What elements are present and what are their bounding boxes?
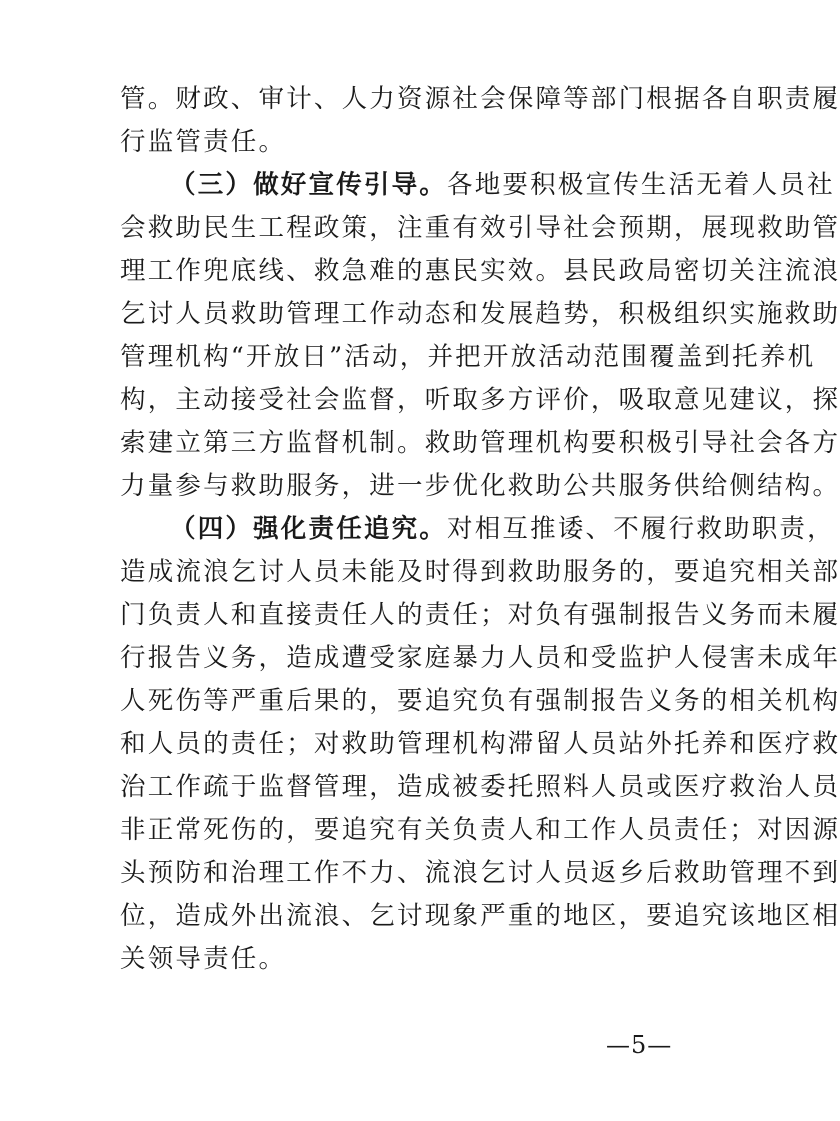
text-line: 行监管责任。: [120, 127, 287, 157]
text-line: 乞讨人员救助管理工作动态和发展趋势，积极组织实施救助: [120, 299, 840, 329]
text-line: 管。财政、审计、人力资源社会保障等部门根据各自职责履: [120, 84, 840, 114]
text-line: 构，主动接受社会监督，听取多方评价，吸取意见建议，探: [120, 385, 840, 415]
text-line: 和人员的责任；对救助管理机构滞留人员站外托养和医疗救: [120, 729, 840, 759]
text-line: 治工作疏于监督管理，造成被委托照料人员或医疗救治人员: [120, 772, 840, 802]
text-line: 非正常死伤的，要追究有关负责人和工作人员责任；对因源: [120, 815, 840, 845]
section-4-text: 对相互推诿、不履行救助职责，: [447, 514, 835, 544]
text-line: 人死伤等严重后果的，要追究负有强制报告义务的相关机构: [120, 686, 840, 716]
text-line: 会救助民生工程政策，注重有效引导社会预期，展现救助管: [120, 213, 840, 243]
text-line: 管理机构“开放日”活动，并把开放活动范围覆盖到托养机: [120, 342, 816, 372]
section-3-heading: （三）做好宣传引导。: [170, 170, 448, 200]
section-3-text: 各地要积极宣传生活无着人员社: [447, 170, 835, 200]
section-4-heading: （四）强化责任追究。: [170, 514, 448, 544]
text-line: 门负责人和直接责任人的责任；对负有强制报告义务而未履: [120, 600, 840, 630]
text-line: 关领导责任。: [120, 944, 287, 974]
section-4-line: [170, 510, 835, 548]
text-line: 索建立第三方监督机制。救助管理机构要积极引导社会各方: [120, 428, 840, 458]
page-number: —5—: [606, 1031, 673, 1059]
text-line: 头预防和治理工作不力、流浪乞讨人员返乡后救助管理不到: [120, 858, 840, 888]
text-line: 位，造成外出流浪、乞讨现象严重的地区，要追究该地区相: [120, 901, 840, 931]
text-line: 理工作兜底线、救急难的惠民实效。县民政局密切关注流浪: [120, 256, 840, 286]
text-line: 行报告义务，造成遭受家庭暴力人员和受监护人侵害未成年: [120, 643, 840, 673]
section-3-line: [170, 166, 835, 204]
text-line: 造成流浪乞讨人员未能及时得到救助服务的，要追究相关部: [120, 557, 840, 587]
text-line: 力量参与救助服务，进一步优化救助公共服务供给侧结构。: [120, 471, 840, 501]
